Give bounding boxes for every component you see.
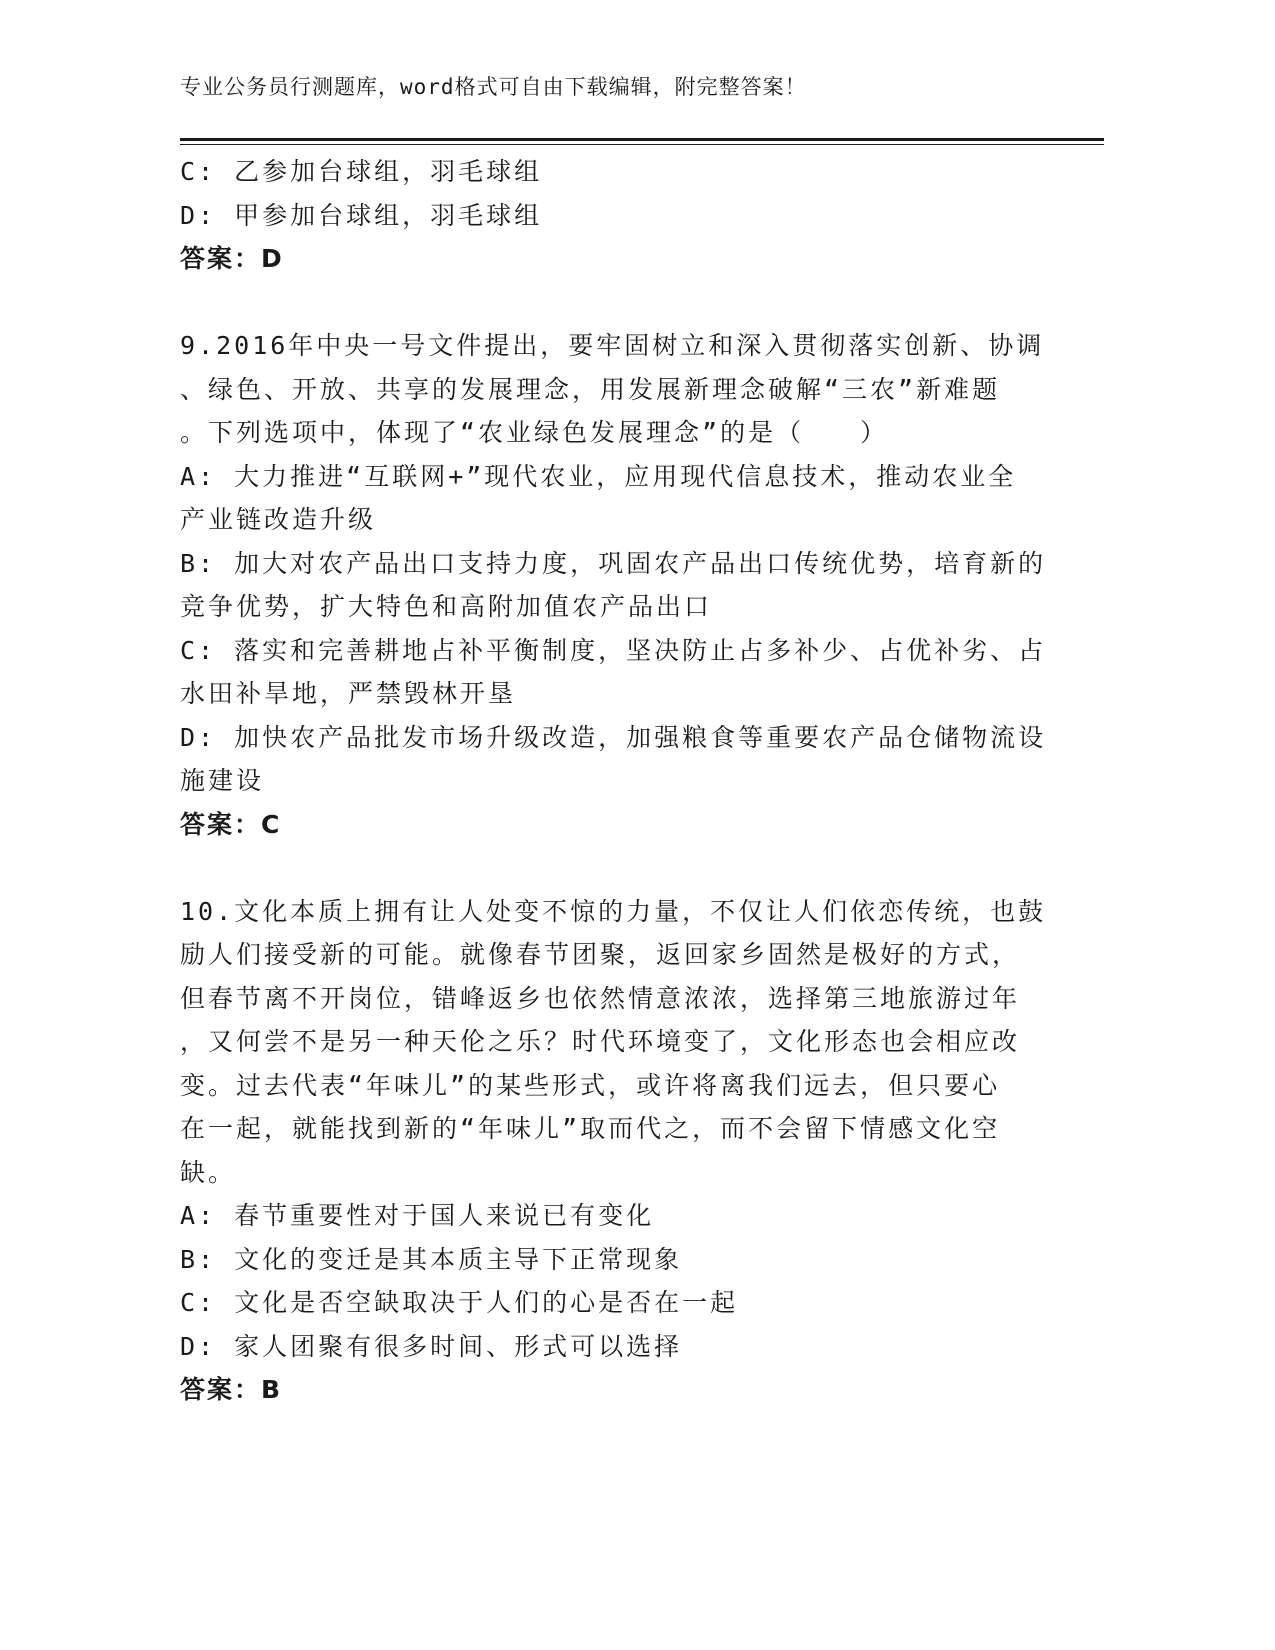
q10-answer: 答案：B [180, 1375, 283, 1404]
q10-stem-line: 在一起，就能找到新的“年味儿”取而代之，而不会留下情感文化空 [180, 1114, 1001, 1143]
q10-option-a: A: 春节重要性对于国人来说已有变化 [180, 1201, 655, 1230]
q10-option-d: D: 家人团聚有很多时间、形式可以选择 [180, 1331, 683, 1361]
q8-option-c: C: 乙参加台球组，羽毛球组 [180, 157, 543, 186]
q9-option-c-cont: 水田补旱地，严禁毁林开垦 [180, 679, 517, 708]
q10-stem-line: 变。过去代表“年味儿”的某些形式，或许将离我们远去，但只要心 [180, 1070, 1001, 1100]
q10-option-b: B: 文化的变迁是其本质主导下正常现象 [180, 1244, 683, 1274]
q9-answer: 答案：C [180, 809, 282, 839]
q9-stem-line: 9.2016年中央一号文件提出，要牢固树立和深入贯彻落实创新、协调 [180, 331, 1045, 360]
q9-stem-line: 。下列选项中，体现了“农业绿色发展理念”的是（ ） [180, 418, 889, 447]
q10-stem-line: 缺。 [180, 1157, 237, 1187]
header-divider-thick [180, 138, 1104, 141]
spacer [180, 846, 1040, 890]
document-body [180, 150, 1047, 1412]
q8-option-d: D: 甲参加台球组，羽毛球组 [180, 200, 543, 230]
q10-stem-line: 10.文化本质上拥有让人处变不惊的力量，不仅让人们依恋传统，也鼓 [180, 896, 1047, 926]
q9-option-d-cont: 施建设 [180, 766, 265, 795]
q9-option-a-cont: 产业链改造升级 [180, 505, 377, 534]
q10-option-c: C: 文化是否空缺取决于人们的心是否在一起 [180, 1288, 739, 1317]
q9-stem-line: 、绿色、开放、共享的发展理念，用发展新理念破解“三农”新难题 [180, 374, 1001, 404]
q10-stem-line: 但春节离不开岗位，错峰返乡也依然情意浓浓，选择第三地旅游过年 [180, 983, 1021, 1013]
q9-option-a: A: 大力推进“互联网+”现代农业，应用现代信息技术，推动农业全 [180, 461, 1017, 491]
spacer [180, 281, 1040, 325]
q9-option-d: D: 加快农产品批发市场升级改造，加强粮食等重要农产品仓储物流设 [180, 722, 1047, 752]
q8-answer: 答案：D [180, 244, 284, 273]
q9-option-c: C: 落实和完善耕地占补平衡制度，坚决防止占多补少、占优补劣、占 [180, 635, 1047, 665]
q10-stem-line: ，又何尝不是另一种天伦之乐？时代环境变了，文化形态也会相应改 [180, 1027, 1021, 1056]
q9-option-b: B: 加大对农产品出口支持力度，巩固农产品出口传统优势，培育新的 [180, 548, 1047, 578]
q10-stem-line: 励人们接受新的可能。就像春节团聚，返回家乡固然是极好的方式， [180, 940, 1021, 969]
page-header: 专业公务员行测题库，word格式可自由下载编辑，附完整答案！ [180, 75, 807, 99]
header-divider-thin [180, 144, 1104, 145]
q9-option-b-cont: 竞争优势，扩大特色和高附加值农产品出口 [180, 592, 713, 621]
